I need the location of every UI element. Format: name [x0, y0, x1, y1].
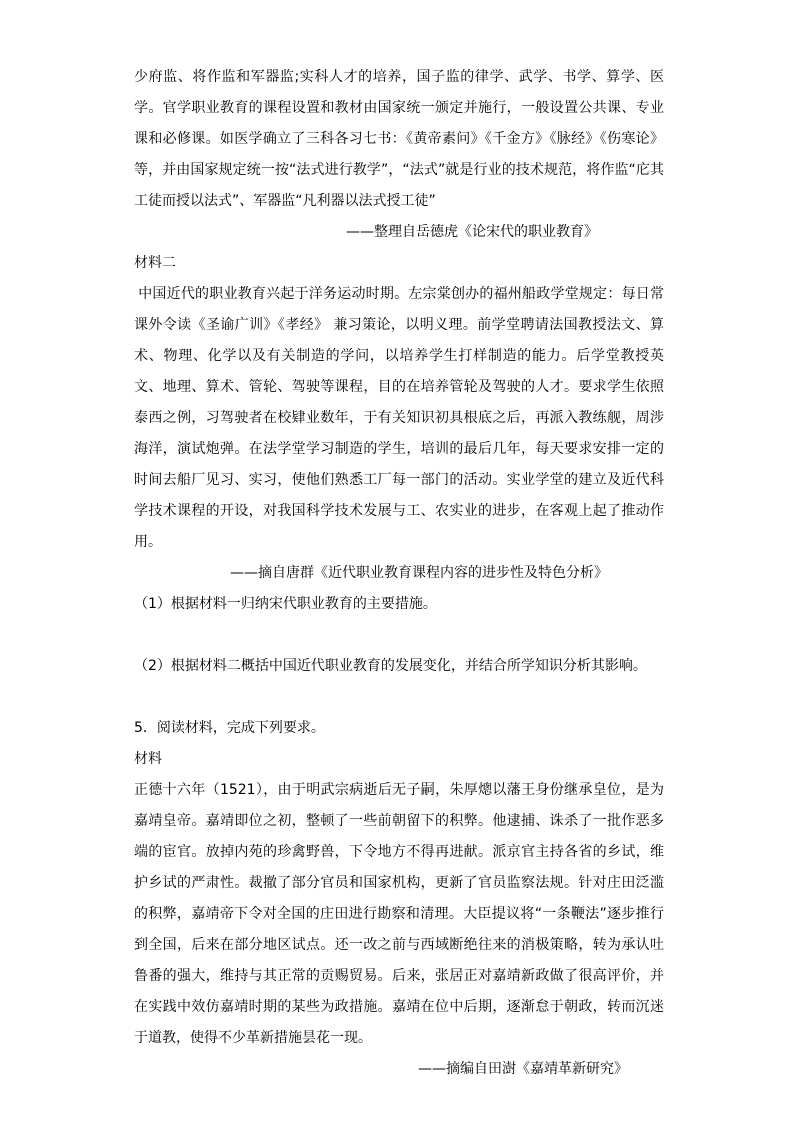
- answer-space: [134, 682, 664, 713]
- item-five-title: 5．阅读材料，完成下列要求。: [134, 720, 325, 736]
- item-five-body: 正德十六年（1521），由于明武宗病逝后无子嗣，朱厚熜以藩王身份继承皇位，是为嘉靖皇帝。嘉靖即位之初，整顿了一些前朝留下的积弊。他逮捕、诛杀了一批作恶多端的宦官。放掉内苑的珍禽野兽，下令地方不得再进献。派京官主持各省的乡试，维护乡试的严肃性。裁撤了部分官员和国家机构，更新了官员监察法规。针对庄田泛滥的积弊，嘉靖帝下令对全国的庄田进行勘察和清理。大臣提议将“一条鞭法”逐步推行到全国，后来在部分地区试点。还一改之前与西域断绝往来的消极策略，转为承认吐鲁番的强大，维持与其正常的贡赐贸易。后来，张居正对嘉靖新政做了很高评价，并在实践中效仿嘉靖时期的某些为政措施。嘉靖在位中后期，逐渐怠于朝政，转而沉迷于道教，使得不少革新措施昙花一现。: [134, 782, 664, 1046]
- item-five-heading: 材料: [134, 751, 162, 767]
- answer-space: [134, 620, 664, 651]
- material-two-body: 中国近代的职业教育兴起于洋务运动时期。左宗棠创办的福州船政学堂规定：每日常课外令读《圣谕广训》《孝经》 兼习策论，以明义理。前学堂聘请法国教授法文、算术、物理、化学以及有关制造的学问，以培养学生打样制造的能力。后学堂教授英文、地理、算术、管轮、驾驶等课程，目的在培养管轮及驾驶的人才。要求学生依照泰西之例，习驾驶者在校肄业数年，于有关知识初具根底之后，再派入教练舰，周涉海洋，演试炮弹。在法学堂学习制造的学生，培训的最后几年，每天要求安排一定的时间去船厂见习、实习，使他们熟悉工厂每一部门的活动。实业学堂的建立及近代科学技术课程的开设，对我国科学技术发展与工、农实业的进步，在客观上起了推动作用。: [134, 286, 664, 550]
- material-two-source: ——摘自唐群《近代职业教育课程内容的进步性及特色分析》: [230, 565, 608, 581]
- item-five-source: ——摘编自田澍《嘉靖革新研究》: [418, 1061, 628, 1077]
- question-two: （2）根据材料二概括中国近代职业教育的发展变化，并结合所学知识分析其影响。: [134, 658, 647, 674]
- material-one-tail: 少府监、将作监和军器监;实科人才的培养，国子监的律学、武学、书学、算学、医学。官学职业教育的课程设置和教材由国家统一颁定并施行，一般设置公共课、专业课和必修课。如医学确立了三科各习七书：《黄帝素问》《千金方》《脉经》《伤寒论》等，并由国家规定统一按“法式进行教学”，“法式”就是行业的技术规范，将作监“庀其工徒而授以法式”、军器监“凡利器以法式授工徒”: [134, 69, 664, 209]
- material-two-heading: 材料二: [134, 255, 176, 271]
- material-one-source: ——整理自岳德虎《论宋代的职业教育》: [346, 224, 598, 240]
- question-one: （1）根据材料一归纳宋代职业教育的主要措施。: [134, 596, 437, 612]
- document-page: [134, 62, 664, 1085]
